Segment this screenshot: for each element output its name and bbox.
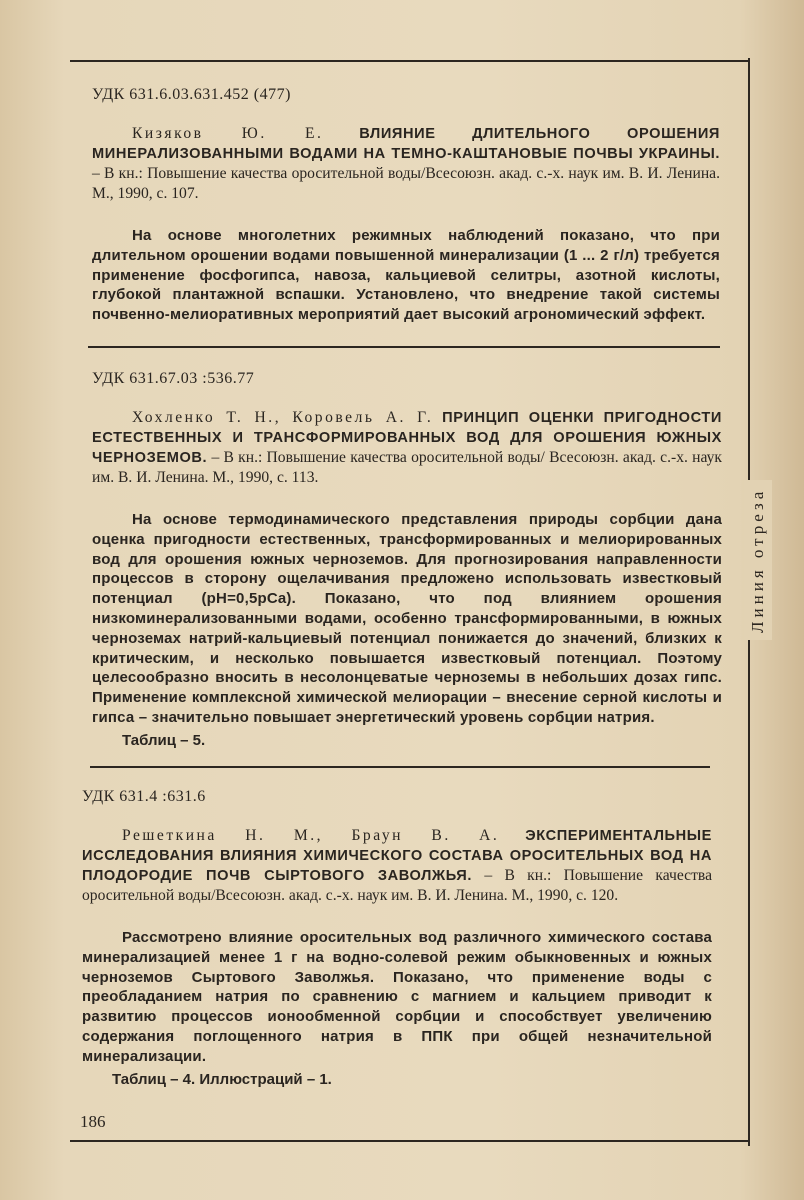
source-reference: – В кн.: Повышение качества оросительной воды/Всесоюзн. акад. с.-х. наук им. В. И. Ленина. М., 1990, с. 107. bbox=[92, 165, 720, 202]
frame-bottom-rule bbox=[70, 1140, 750, 1142]
authors: Кизяков Ю. Е. bbox=[132, 125, 324, 142]
tables-count: Таблиц – 5. bbox=[122, 731, 206, 749]
udc-code: УДК 631.67.03 :536.77 bbox=[92, 370, 255, 387]
source-reference: – В кн.: Повышение качества оросительной воды/ Всесоюзн. акад. с.-х. наук им. В. И. Ленина. М., 1990, с. 113. bbox=[92, 449, 722, 486]
abstract-text: Рассмотрено влияние оросительных вод различного химического состава минерализацией менее 1 г на водно-солевой режим обыкновенных и южных черноземов Сыртового Заволжья. Показано, что применение воды с преобладанием натрия по сравнению с магнием и кальцием приводит к развитию процессов ионообменной сорбции и способствует увеличению содержания поглощенного натрия в ППК при общей незначительной минерализации. bbox=[82, 929, 712, 1065]
entry-separator bbox=[90, 766, 710, 768]
article-title: ВЛИЯНИЕ ДЛИТЕЛЬНОГО ОРОШЕНИЯ МИНЕРАЛИЗОВАННЫМИ ВОДАМИ НА ТЕМНО-КАШТАНОВЫЕ ПОЧВЫ УКРАИНЫ. bbox=[92, 126, 720, 162]
authors: Решеткина Н. М., Браун В. А. bbox=[122, 827, 500, 844]
abstract-entry bbox=[92, 86, 720, 325]
abstract-text: На основе термодинамического представления природы сорбции дана оценка пригодности естественных, трансформированных и мелиорированных вод для орошения южных черноземов. Для прогнозирования направленности процессов в сторону ощелачивания предложено использовать известковый потенциал (pH=0,5pCa). Показано, что под влиянием орошения низкоминерализованными водами, особенно трансформированными, в южных черноземах натрий-кальциевый потенциал понижается до значений, близких к критическим, и несколько повышается известковый потенциал. Поэтому целесообразно вносить в несолонцеватые черноземы в небольших дозах гипс. Применение комплексной химической мелиорации – внесение серной кислоты и гипса – значительно повышает энергетический уровень сорбции натрия. bbox=[92, 511, 722, 726]
article-title: ЭКСПЕРИМЕНТАЛЬНЫЕ ИССЛЕДОВАНИЯ ВЛИЯНИЯ ХИМИЧЕСКОГО СОСТАВА ОРОСИТЕЛЬНЫХ ВОД НА ПЛОДОРОДИЕ ПОЧВ СЫРТОВОГО ЗАВОЛЖЬЯ. bbox=[82, 828, 712, 884]
frame-top-rule bbox=[70, 60, 750, 62]
source-reference: – В кн.: Повышение качества оросительной воды/Всесоюзн. акад. с.-х. наук им. В. И. Ленина. М., 1990, с. 120. bbox=[82, 867, 712, 904]
citation bbox=[92, 408, 722, 488]
citation bbox=[82, 826, 712, 906]
abstract-text: На основе многолетних режимных наблюдений показано, что при длительном орошении водами повышенной минерализации (1 ... 2 г/л) требуется применение фосфогипса, навоза, кальциевой селитры, азотной кислоты, глубокой плантажной вспашки. Установлено, что внедрение такой системы почвенно-мелиоративных мероприятий дает высокий агрономический эффект. bbox=[92, 227, 720, 324]
udc-code: УДК 631.6.03.631.452 (477) bbox=[92, 86, 291, 103]
entry-separator bbox=[88, 346, 720, 348]
citation bbox=[92, 124, 720, 204]
page-number: 186 bbox=[80, 1112, 106, 1131]
tables-count: Таблиц – 4. Иллюстраций – 1. bbox=[112, 1070, 332, 1088]
udc-code: УДК 631.4 :631.6 bbox=[82, 788, 206, 805]
article-title: ПРИНЦИП ОЦЕНКИ ПРИГОДНОСТИ ЕСТЕСТВЕННЫХ И ТРАНСФОРМИРОВАННЫХ ВОД ДЛЯ ОРОШЕНИЯ ЮЖНЫХ ЧЕРНОЗЕМОВ. bbox=[92, 410, 722, 466]
authors: Хохленко Т. Н., Коровель А. Г. bbox=[132, 409, 434, 426]
abstract-entry bbox=[92, 370, 722, 749]
abstract-entry bbox=[82, 788, 712, 1088]
cut-line-label: Линия отреза bbox=[744, 480, 772, 640]
